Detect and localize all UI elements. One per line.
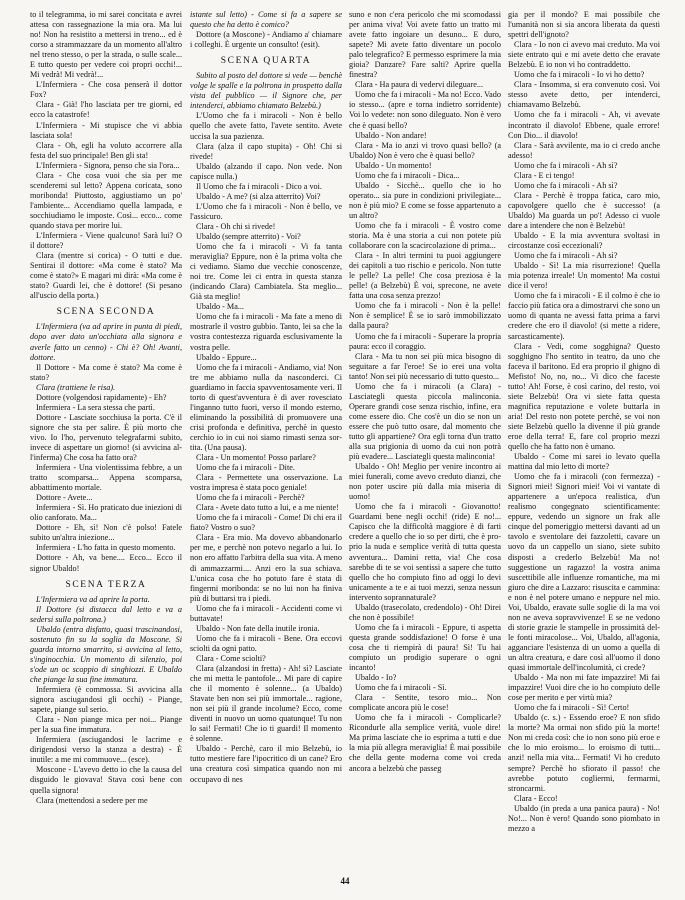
scene-heading: SCENA SECONDA bbox=[56, 307, 156, 318]
paragraph: Uomo che fa i miracoli - Superare la propria paura: ecco il coraggio. bbox=[349, 331, 501, 351]
text-column-3 bbox=[349, 10, 501, 872]
paragraph: Ubaldo - Non andare! bbox=[355, 130, 427, 140]
text-column-4 bbox=[508, 10, 660, 872]
scene-heading: SCENA QUARTA bbox=[220, 56, 312, 67]
paragraph: Clara - Insomma, si era convenuto così. Voi stesso avete detto, per intenderci, chiamavamo Belzebù. bbox=[508, 80, 660, 110]
paragraph: Clara - Sarà avvilente, ma io ci credo anche adesso! bbox=[508, 140, 660, 160]
paragraph: Uomo che fa i miracoli - Giovanotto! Guardami bene negli occhi! (ride) E no!... Capisco che la difficoltà maggiore è di farti credere a quello che io so per dirti, che è proprio la nuda e semplice verità di tutta questa avventura... Damini retta, via! Che cosa sarebbe di te se voi sentissi a sapere che tutto quello che ho compiuto fino ad oggi lo devi unicamente a te e ai tuoi mezzi, senza nessun intervento soprannaturale? bbox=[349, 502, 501, 602]
paragraph: Uomo che fa i miracoli - Accidenti come vi buttavate! bbox=[190, 603, 342, 623]
paragraph: Clara - Come sciolti? bbox=[196, 653, 266, 663]
paragraph: Clara - Vedi, come sogghigna? Questo sogghigno l'ho sentito in teatro, da uno che faceva il baritono. Ed era proprio il ghigno di Mefisto! No, no, no... Vi dico che faceste tutto! Ah! Forse, è così carino, del resto, voi siete Belzebù! Ora vi siete fatta questa magnifica reputazione e volete buttarla in aria! Del resto non potete perchè, se voi non siete Belzebù quello la divenne il più grande eroe della terra! E, fare col proprio mezzi quello che ha fatto non è umano. bbox=[508, 341, 660, 452]
stage-direction: L'Infermiera va ad aprire la porta. bbox=[36, 594, 150, 604]
paragraph: Infermiera (asciugandosi le lacrime e dirigendosi verso la stanza a destra) - È inutile: a me mi commuove... (esce). bbox=[30, 735, 182, 765]
paragraph: Clara - Oh chi si rivede! bbox=[196, 221, 276, 231]
paragraph: Ubaldo (c. s.) - Essendo eroe? E non sfido la morte? Ma ormai non sfido più la morte! Non mi creda così: che io non sono più eroe e che lo mio eroismo... lo eroismo di tutti... anzi! nella mia vita... Fermati! Vi ho creduto sempre? Perchè ho sfiorato il passo! che avrebbe potuto cogliermi, fermarmi, stroncarmi. bbox=[508, 713, 660, 793]
paragraph: Uomo che fa i miracoli (con fermezza) - Signori miei! Signori miei! Voi vi vantate di appartenere a un'epoca realistica, d'un realismo congegnato scientificamente: eppure, vedendo un signore un frak alle cinque del pomeriggio mettersi davanti ad un tavolo e sventolare dei fazzoletti, cavare un uovo da un cappello un siano, siete subito disposti a crederlo Belzebù! Ma no! suggestione un ragazzo! la vostra anima suscettibile alle influenze romantiche, ma mi giuro che dire a Lazzaro: risuscita e cammina: e non è nel potere umano e neppure nel mio. Voi, Ubaldo, eravate sulle soglie di la ma voi non ne aveva sopravvivenze! E se ne vedono di storie grazie le stampelle in prossimità delle fonti miracolose... Voi, Ubaldo, all'agonia, agganciare l'esistenza di un uomo a quella di un altra creatura, e dare così all'uomo il dono quasi immortale dell'incolumità, ci crede? bbox=[508, 472, 660, 673]
paragraph: Dottore - Ah, va bene.... Ecco... Ecco il signor Ubaldo! bbox=[30, 553, 182, 573]
paragraph: Ubaldo - Ma non mi fate impazzire! Mi fai impazzire! Vuoi dire che io ho compiuto delle cose per merito e per virtù mia? bbox=[508, 673, 660, 703]
page-number: 44 bbox=[340, 876, 350, 886]
paragraph: Clara - Ecco! bbox=[514, 793, 558, 803]
paragraph: Clara (alza il capo stupita) - Oh! Chi si rivede! bbox=[190, 141, 342, 161]
paragraph: Clara - Avete dato tutto a lui, e a me niente! bbox=[196, 503, 339, 513]
paragraph: Uomo che fa i miracoli - Ah, vi avevate incontrato il diavolo! Ebbene, quale errore! Con Dio... il diavolo! bbox=[508, 110, 660, 140]
paragraph: Clara - Sentite, tesoro mio... Non complicate ancora più le cose! bbox=[349, 693, 501, 713]
paragraph: Clara - Perchè è troppa fatica, caro mio, capovolgere quello che è successo! (a Ubaldo) Ma guarda un po'! Adesso ci vuole dare a intendere che non è Belzebù! bbox=[508, 190, 660, 230]
paragraph: Ubaldo - Perchè, caro il mio Belzebù, io tutto mestiere fare l'ipocritico di un cane? Ero una creatura così simpatica quando non mi occupavo di nes bbox=[190, 744, 342, 784]
paragraph: Clara (alzandosi in fretta) - Ah! sì? Lasciate che mi metta le pantofole... Mi pare di capire che il momento è solenne... (a Ubaldo) Stavate ben non sei più immortale... ragione, non sei più il grande incolume? Ecco, come diventi in nuovo un uomo quatunque! Tu non lo sai! Fermati! Che io ti guardi! Il momento è solenne. bbox=[190, 664, 342, 744]
paragraph: Ubaldo - Non fate della inutile ironia. bbox=[196, 623, 320, 633]
paragraph: Clara - Un momento! Posso parlare? bbox=[196, 453, 316, 463]
paragraph: Uomo che fa i miracoli - Complicarle? Ricondurle alla semplice verità, vuole dire! Ma prima lasciate che io esprima a tutti e due la mia più allegra meraviglia! È mai possibile che della gente moderna come voi creda ancora a belzebù che passeg bbox=[349, 713, 501, 773]
paragraph: Dottore - Avete... bbox=[36, 493, 93, 503]
paragraph: Clara - Era mio. Ma dovevo abbandonarlo per me, e perchè non potevo negarlo a lui. Io non ero affatto l'arbitra della sua vita. A meno di ammazzarmi.... Anzi ero la sua schiava. L'unica cosa che ho potuto fare è stata di fingermi moribonda: se no lui non ha finiva più di buttarsi tra i piedi. bbox=[190, 533, 342, 603]
paragraph: Uomo che fa i miracoli - Ma fate a meno di mostrarle il vostro gubbio. Tanto, lei sa che la vostra contestezza riguarda esclusivamente la vostra pelle. bbox=[190, 312, 342, 352]
paragraph: Ubaldo (trasecolato, credendolo) - Oh! Direi che non è possibile! bbox=[349, 602, 501, 622]
paragraph: Ubaldo - Sicchè... quello che io ho operato... sia pure in condizioni privilegiate... non è più mio? E come se fosse appartenuto a un altro? bbox=[349, 180, 501, 220]
paragraph: Infermiera (è commossa. Si avvicina alla signora asciugandosi gli occhi) - Piange, sapete, piange sul serio. bbox=[30, 685, 182, 715]
stage-direction: Il Dottore (si distacca dal letto e va a sedersi sulla poltrona.) bbox=[30, 604, 182, 624]
paragraph: Clara - Oh, egli ha voluto accorrere alla festa del suo principale! Ben gli sta! bbox=[30, 140, 182, 160]
paragraph: Uomo che fa i miracoli - Dite. bbox=[196, 463, 295, 473]
paragraph: Dottore (a Moscone) - Andiamo a' chiamare i colleghi. È urgente un consulto! (esit). bbox=[190, 30, 342, 50]
paragraph: Infermiera - Una violentissima febbre, a un tratto scomparsa... Appena scomparsa, abbattimento mortale. bbox=[30, 463, 182, 493]
paragraph: Uomo che fa i miracoli - Vi fa tanta meraviglia? Eppure, non è la prima volta che ci vediamo. Siamo due vecchie conoscenze, noi tre. Come lei ci entra in questa stanza (indicando Clara) Cambiatela. Sta meglio... Già sta meglio! bbox=[190, 242, 342, 302]
paragraph: Dottore (volgendosi rapidamente) - Eh? bbox=[36, 392, 167, 402]
paragraph: Uomo che fa i miracoli - E il colmo è che io faccio più fatica ora a dimostrarvi che sono un uomo di quanta ne avessi fatta prima a farvi credere che ero il diavolo! (si mette a ridere, sarcasticamente). bbox=[508, 291, 660, 341]
paragraph: Ubaldo - A me? (si alza atterrito) Voi? bbox=[196, 191, 321, 201]
paragraph: suno e non c'era pericolo che mi scomodassi per anima viva! Voi avete fatto un tratto mi avete fatto ingoiare un desuno... E duro, sapete? Mi avete fatto diventare un pocolo palo telegrafico? E permesso esprimere la mia gioia? Danzare? Fare salti? Aprire quella finestra? bbox=[349, 10, 501, 80]
paragraph: L'Infermiera - Signora, penso che sia l'ora... bbox=[36, 160, 180, 170]
paragraph: Uomo che fa i miracoli - Ah sì? bbox=[514, 180, 618, 190]
paragraph: Uomo che fa i miracoli - Sì! Certo! bbox=[514, 703, 630, 713]
paragraph: to il telegramma, io mi sarei concitata e avrei attesa con rassegnazione la mia ora. Ma lui no! Non ha resistito a mettersi in treno... ed è corso a strammazzare da un momento all'altro nel treno stesso, o per la strada, o sulle scale... E tutto questo per vedere coi propri occhi!... Mi vedrà! Mi vedrà!... bbox=[30, 10, 182, 80]
paragraph: Ubaldo - Oh! Meglio per venire incontro ai miei funerali, come avevo creduto dianzi, che non poter uscire più dalla mia miseria di uomo! bbox=[349, 462, 501, 502]
paragraph: Clara (mentre si corica) - O tutti e due. Sentirai il dottore: «Ma come è stato? Ma come è stato?» E magari mi dirà: «Ma come è stato? Guardi lei, che è dottore! (Si pesano all'uscio della porta.) bbox=[30, 251, 182, 301]
paragraph: Uomo che fa i miracoli - Ah sì? bbox=[514, 251, 618, 261]
text-column-1 bbox=[30, 10, 182, 872]
paragraph: Clara - Ma io anzi vi trovo quasi bello? (a Ubaldo) Non è vero che è quasi bello? bbox=[349, 140, 501, 160]
paragraph: Uomo che fa i miracoli - Come! Di chi era il fiato? Vostro o suo? bbox=[190, 513, 342, 533]
paragraph: Ubaldo - Un momento! bbox=[355, 160, 432, 170]
scene-heading: SCENA TERZA bbox=[65, 579, 147, 590]
paragraph: Ubaldo - Ma... bbox=[196, 302, 244, 312]
paragraph: istante sul letto) - Come si fa a sapere se questo che ha detto è comico? bbox=[190, 10, 342, 30]
paragraph: Uomo che fa i miracoli - Dica... bbox=[355, 170, 460, 180]
paragraph: Clara (mettendosi a sedere per me bbox=[36, 795, 148, 805]
text-column-2 bbox=[190, 10, 342, 872]
paragraph: Ubaldo - Eppure... bbox=[196, 352, 257, 362]
paragraph: Clara - In altri termini tu puoi aggiungere dei capitoli a tuo rischio e pericolo. Non tutte le pelle? La pelle! Che cosa preziosa è la pelle! (a Belzebù) È voi, spreconе, ne avete fatta una cosa senza prezzo! bbox=[349, 251, 501, 301]
paragraph: Uomo che fa i miracoli - È vostro come storia. Ma è una storia a cui non potete più collaborare con la scacircolazione di prima... bbox=[349, 220, 501, 251]
paragraph: Clara - E ci tengo! bbox=[514, 170, 575, 180]
paragraph: L'Uomo che fa i miracoli - Non è bello quello che avete fatto, l'avete sentito. Avete uccisa la sua pazienza. bbox=[190, 111, 342, 141]
paragraph: Clara - Io non ci avevo mai creduto. Ma voi siete entrato qui e mi avete detto che eravate Belzebù. E io non vi ho contraddetto. bbox=[508, 40, 660, 70]
paragraph: Dottore - Lasciate socchiusa la porta. C'è il signore che sta per salire. È più morto che vivo. Io l'ho, pervenuto telegrafarmi subito, invece di aspettare un giorno! (si avvicina all'inferma) Che cosa ha fatto ora? bbox=[30, 412, 182, 463]
paragraph: Ubaldo - Come mi sarei io levato quella mattina dal mio letto di morte? bbox=[508, 452, 660, 472]
paragraph: L'Infermiera - Che cosa penserà il dottor Fox? bbox=[30, 80, 182, 100]
paragraph: Ubaldo - Sì! La mia risurrezione! Quella mia potenza irreale! Un momento! Ma costui dice il vero! bbox=[508, 261, 660, 291]
paragraph: Il Uomo che fa i miracoli - Dico a voi. bbox=[196, 181, 322, 191]
paragraph: Infermiera - L'ho fatta in questo momento. bbox=[36, 543, 176, 553]
paragraph: Ubaldo (sempre atterrito) - Voi? bbox=[196, 231, 301, 241]
paragraph: gia per il mondo? E mai possibile che l'umanità non si sia ancora liberata da questi spettri dell'ignoto? bbox=[508, 10, 660, 40]
paragraph: L'Uomo che fa i miracoli - Non è bello, ve l'assicuro. bbox=[190, 201, 342, 221]
paragraph: Clara - Permettete una osservazione. La vostra impresa è stata poco geniale! bbox=[190, 473, 342, 493]
paragraph: Uomo che fa i miracoli - Ah sì? bbox=[514, 160, 618, 170]
stage-direction: Subito al posto del dottore si vede — benchè volge le spalle e la poltrona in prospetto dalla vista del pubblico — il Signore che, per intenderci, abbiamo chiamato Belzebù.) bbox=[190, 71, 342, 111]
paragraph: Ubaldo - E la mia avventura svoltasi in circostanze così eccezionali? bbox=[508, 231, 660, 251]
stage-direction: L'Infermiera (va ad aprire in punta di piedi, dopo aver dato un'occhiata alla signora e averle fatto un cenno) - Chi è? Oh! Avanti, dottore. bbox=[30, 322, 182, 362]
paragraph: Clara - Che cosa vuoi che sia per me scenderemi sul letto? Appena coricata, sono moribonda! Piuttosto, aggiustiamo un po' l'ambiente... Accendiamo quella lampada, e socchiudiamo le imposte. Così... ecco... come quando stava per morire lui. bbox=[30, 170, 182, 230]
paragraph: Ubaldo (alzando il capo. Non vede. Non capisce nulla.) bbox=[190, 161, 342, 181]
paragraph: Clara - Ma tu non sei più mica bisogno di seguitare a far l'eroe! Se io erei una volta tanto! Non sei più necessario di tutto questo... bbox=[349, 351, 501, 381]
paragraph: Infermiera - La sera stessa che partì. bbox=[36, 402, 155, 412]
paragraph: Uomo che fa i miracoli - Sì. bbox=[355, 683, 447, 693]
paragraph: Uomo che fa i miracoli - Perchè? bbox=[196, 493, 305, 503]
paragraph: Uomo che fa i miracoli - Io vi ho detto? bbox=[514, 70, 645, 80]
paragraph: Il Dottore - Ma come è stato? Ma come è stato? bbox=[30, 362, 182, 382]
paragraph: Uomo che fa i miracoli (a Clara) - Lasciategli questa piccola malinconia. Operare grandi cose senza rischio, infine, era come essere dio. Che cos'è un dio se non un essere che può tutto osare, dal momento che tutto gli appartiene? Ora egli torna d'un tratto alla sua prigionia di uomo da cui non potrà più evadere... Lasciategli questa malinconia! bbox=[349, 381, 501, 462]
paragraph: Clara - Non piange mica per noi... Piange per la sua fine immatura. bbox=[30, 715, 182, 735]
paragraph: Uomo che fa i miracoli - Non è la pelle! Non è semplice! È se io sarò immobilizzato dalla paura? bbox=[349, 301, 501, 331]
paragraph: Uomo che fa i miracoli - Eppure, ti aspetta questa grande soddisfazione! O forse è una cosa che ti riempirà di paura! Sì! Tu hai compiuto un prodigio superare o ogni incanto! bbox=[349, 622, 501, 673]
paragraph: Uomo che fa i miracoli - Ma no! Ecco. Vado io stesso... (apre e torna indietro sorridente) Voi lo vedete: non sono dileguato. Non è vero che è quasi bello? bbox=[349, 90, 501, 130]
paragraph: Infermiera - Sì. Ho praticato due iniezioni di olio canforato. Ma... bbox=[30, 503, 182, 523]
paragraph: Uomo che fa i miracoli - Andiamo, via! Non tre me abbiamo nulla da nasconderci. Ci guardiamo in faccia spavventosamente veri. Il torto di quest'avventura è di aver rovesciato l'inganno tutto fuori, verso il mondo esterno, eliminando la possibilità di promuovere una crisi profonda e definitiva, perchè in questo cerchio io in cui noi siamo rimasti senza sortita. (Una pausa). bbox=[190, 362, 342, 452]
paragraph: Ubaldo (in preda a una panica paura) - No! No!... Non è vero! Quando sono piombato in mezzo a bbox=[508, 803, 660, 833]
paragraph: Clara - Già! l'ho lasciata per tre giorni, ed ecco la catastrofe! bbox=[30, 100, 182, 120]
paragraph: Uomo che fa i miracoli - Bene. Ora eccovi sciolti da ogni patto. bbox=[190, 633, 342, 653]
paragraph: Ubaldo - Io? bbox=[355, 673, 397, 683]
paragraph: Moscone - L'avevo detto io che la causa del disguido le giovava! Stava così bene con quella signora! bbox=[30, 765, 182, 795]
paragraph: L'Infermiera - Viene qualcuno! Sarà lui? O il dottore? bbox=[30, 231, 182, 251]
stage-direction: Clara (trattiene le risa). bbox=[36, 382, 116, 392]
paragraph: Dottore - Eh, sì! Non c'è polso! Fatele subito un'altra iniezione... bbox=[30, 523, 182, 543]
paragraph: Clara - Ha paura di vedervi dileguare... bbox=[355, 80, 483, 90]
stage-direction: Ubaldo (entra disfatto, quasi trascinandosi, sostenuto fin su la soglia da Moscone. Si guarda intorno smarrito, si avvicina al letto, s'inginocchia. Un momento di silenzio, poi s'ode un oc scoppio di singhiozzi. E Ubaldo che piange la sua fine immatura. bbox=[30, 624, 182, 684]
paragraph: L'Infermiera - Mi stupisce che vi abbia lasciata sola! bbox=[30, 120, 182, 140]
